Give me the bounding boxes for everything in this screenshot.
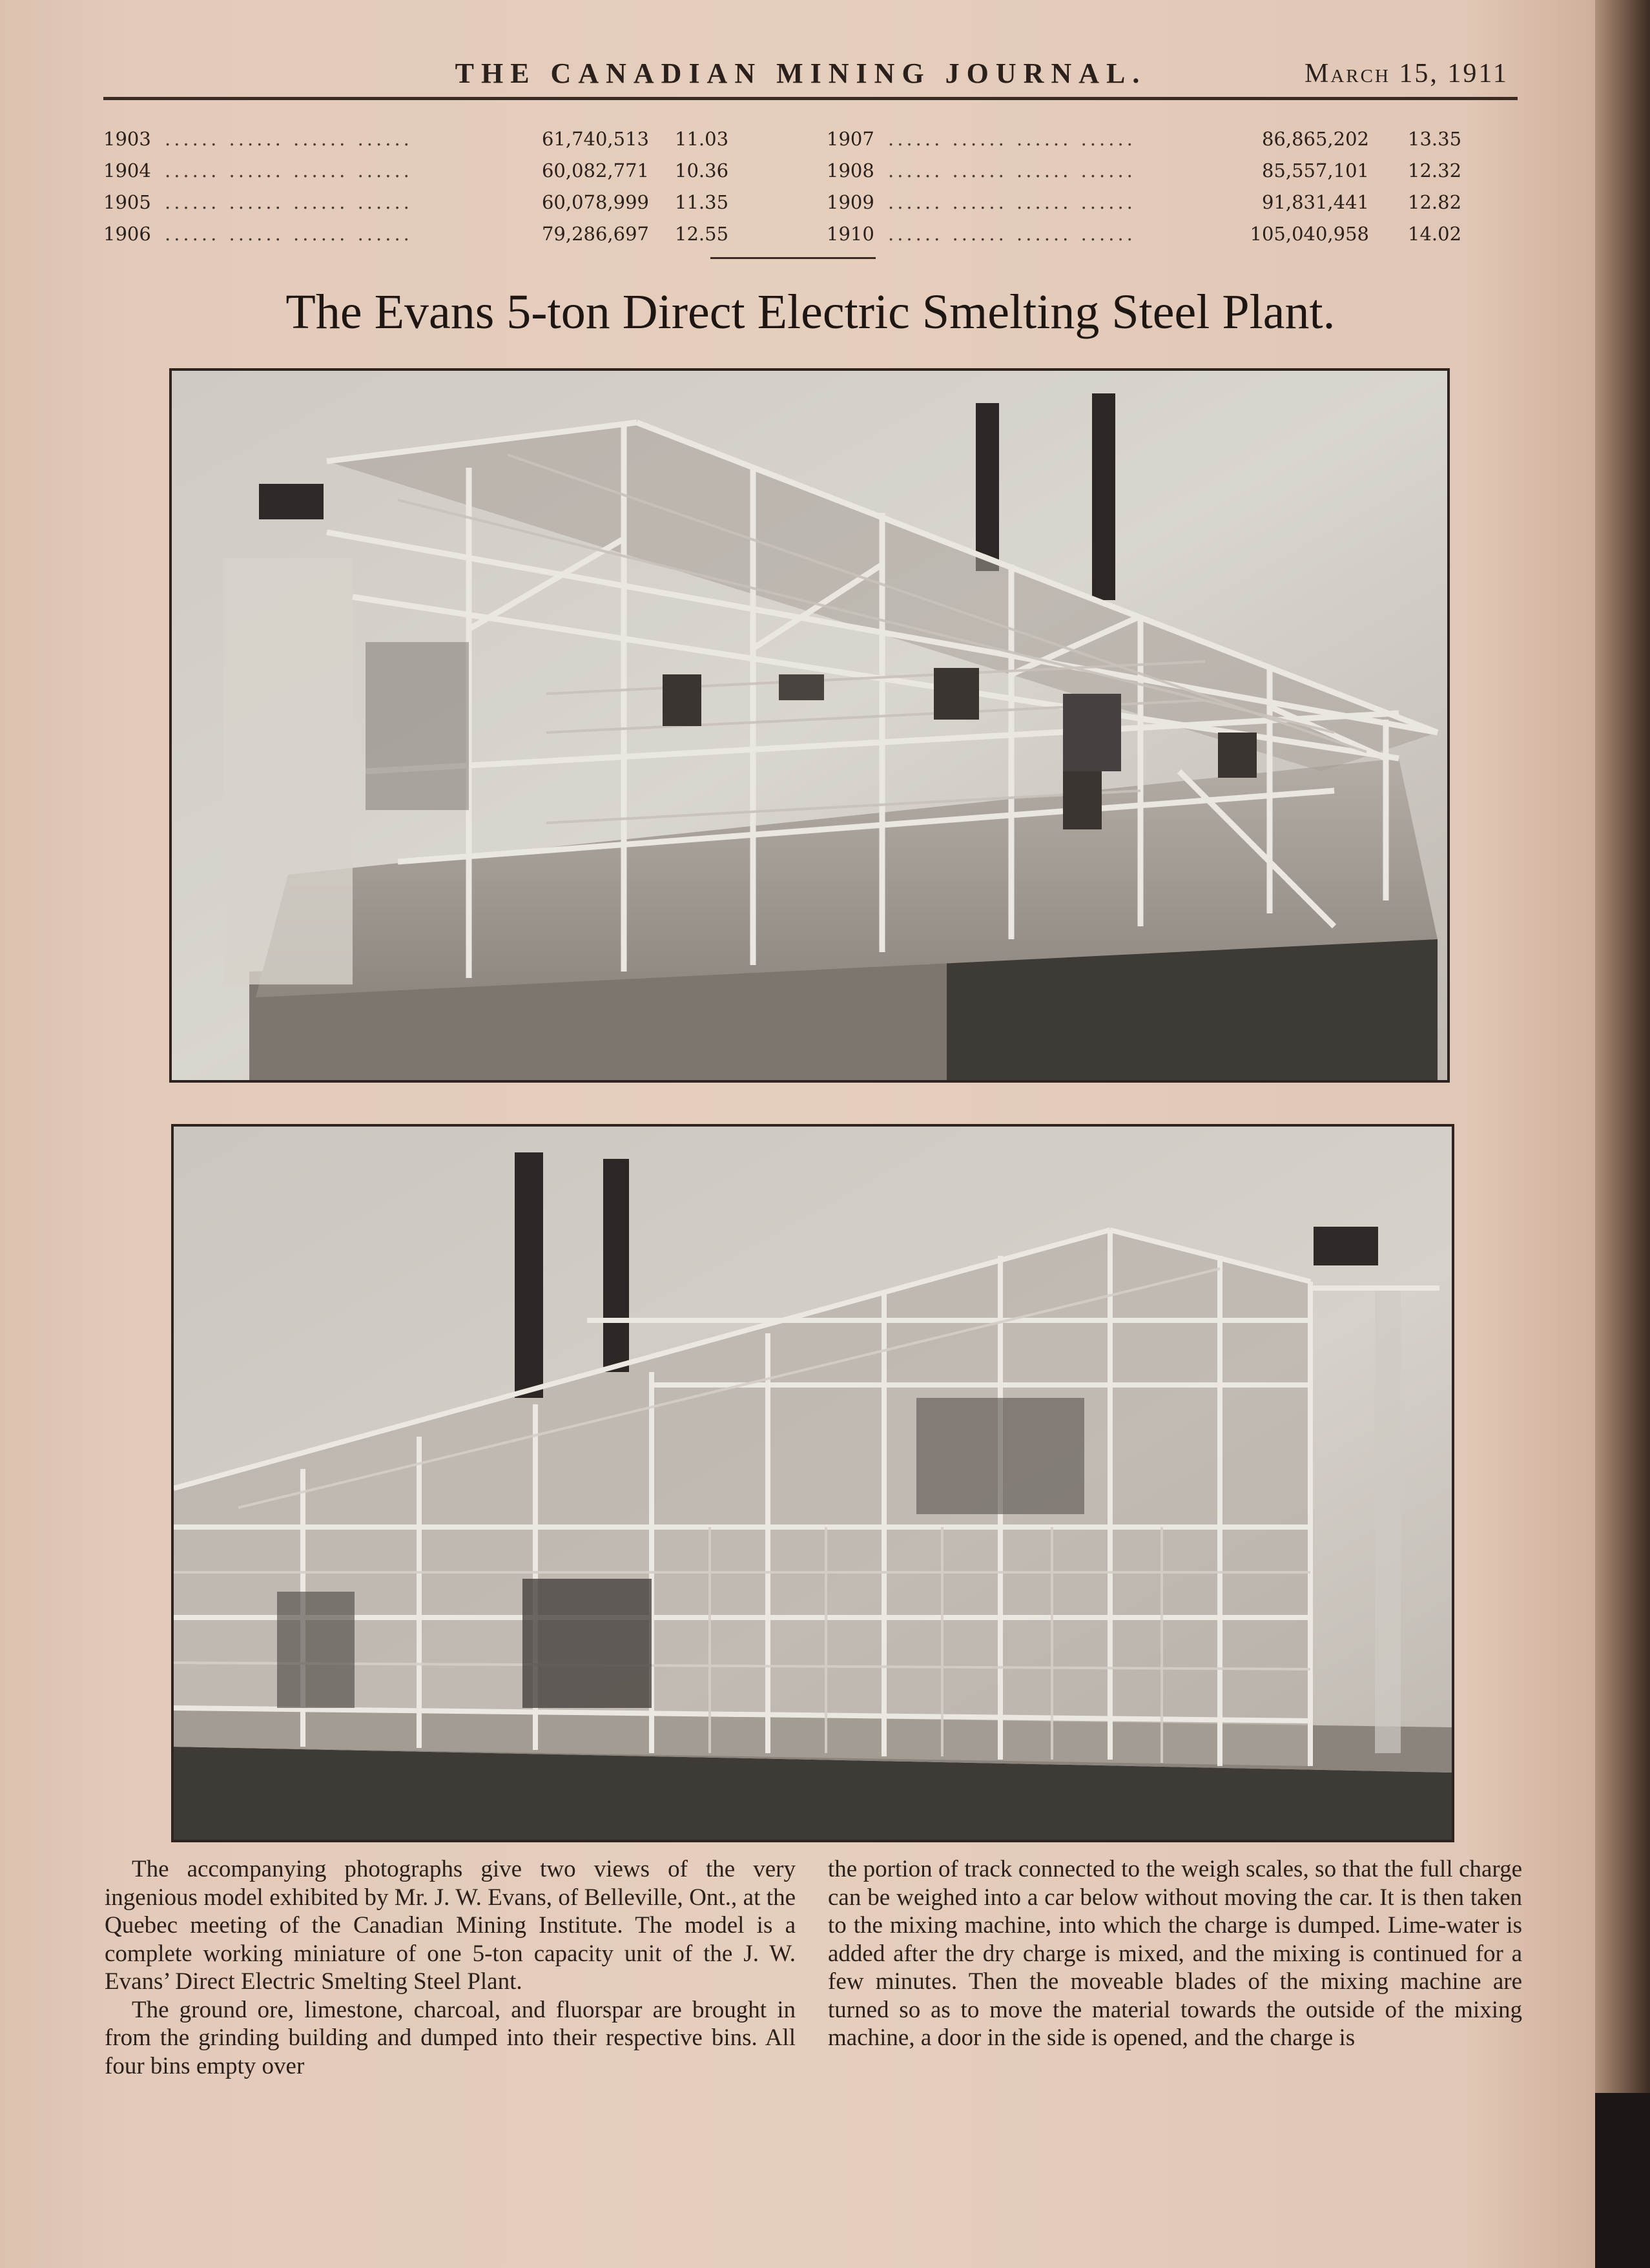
leader-dots: ...... ...... ...... ...... bbox=[165, 160, 413, 182]
year-cell: 1910 bbox=[827, 223, 874, 245]
value-cell: 105,040,958 bbox=[1250, 223, 1369, 245]
section-divider bbox=[710, 257, 876, 259]
paragraph: The accompanying photographs give two views of the very ingenious model exhibited by Mr. J. W. Evans, of Belleville, Ont., at the Quebec meeting of the Canadian Mining Institute. The model is a complete working miniature of one 5-ton capacity unit of the J. W. Evans’ Direct Electric Smelting Steel Plant. bbox=[105, 1856, 796, 1995]
value-cell: 86,865,202 bbox=[1261, 128, 1369, 150]
percent-cell: 12.82 bbox=[1408, 191, 1462, 213]
plant-model-photo-2 bbox=[171, 1124, 1454, 1842]
table-row bbox=[827, 160, 1485, 191]
table-row bbox=[103, 191, 775, 223]
table-row bbox=[827, 128, 1485, 160]
value-cell: 61,740,513 bbox=[541, 128, 649, 150]
binding-shadow bbox=[1595, 2093, 1650, 2268]
leader-dots: ...... ...... ...... ...... bbox=[888, 160, 1136, 182]
value-cell: 60,082,771 bbox=[541, 160, 649, 182]
plant-model-illustration bbox=[172, 371, 1447, 1080]
year-cell: 1909 bbox=[827, 191, 874, 213]
stats-table-left bbox=[103, 128, 775, 255]
percent-cell: 12.32 bbox=[1408, 160, 1462, 182]
leader-dots: ...... ...... ...... ...... bbox=[888, 191, 1136, 213]
table-row bbox=[827, 223, 1485, 255]
paragraph: the portion of track connected to the weigh scales, so that the full charge can be weighed into a car below without moving the car. It is then taken to the mixing machine, into which the charge is dumped. Lime-water is added after the dry charge is mixed, and the mixing is continued for a few minutes. Then the moveable blades of the mixing machine are turned so as to move the material towards the outside of the mixing machine, a door in the side is opened, and the charge is bbox=[828, 1856, 1522, 2051]
journal-title: THE CANADIAN MINING JOURNAL. bbox=[455, 57, 1147, 89]
stats-table-right bbox=[827, 128, 1485, 255]
value-cell: 91,831,441 bbox=[1261, 191, 1369, 213]
issue-date: March 15, 1911 bbox=[1305, 59, 1509, 88]
percent-cell: 12.55 bbox=[675, 223, 729, 245]
table-row bbox=[103, 223, 775, 255]
leader-dots: ...... ...... ...... ...... bbox=[888, 128, 1136, 150]
article-column-right bbox=[828, 1855, 1522, 2052]
article-title: The Evans 5-ton Direct Electric Smelting Steel Plant. bbox=[285, 285, 1335, 339]
value-cell: 60,078,999 bbox=[541, 191, 649, 213]
percent-cell: 11.35 bbox=[675, 191, 729, 213]
book-gutter bbox=[1595, 0, 1650, 2268]
paragraph: The ground ore, limestone, charcoal, and fluorspar are brought in from the grinding building and dumped into their respective bins. All four bins empty over bbox=[105, 1996, 796, 2079]
leader-dots: ...... ...... ...... ...... bbox=[888, 223, 1136, 245]
percent-cell: 11.03 bbox=[675, 128, 729, 150]
value-cell: 85,557,101 bbox=[1261, 160, 1369, 182]
plant-model-illustration bbox=[174, 1127, 1452, 1840]
leader-dots: ...... ...... ...... ...... bbox=[165, 223, 413, 245]
percent-cell: 13.35 bbox=[1408, 128, 1462, 150]
year-cell: 1903 bbox=[103, 128, 151, 150]
plant-model-photo-1 bbox=[169, 368, 1450, 1083]
year-cell: 1907 bbox=[827, 128, 874, 150]
table-row bbox=[827, 191, 1485, 223]
year-cell: 1906 bbox=[103, 223, 151, 245]
percent-cell: 10.36 bbox=[675, 160, 729, 182]
header-rule bbox=[103, 97, 1518, 100]
leader-dots: ...... ...... ...... ...... bbox=[165, 128, 413, 150]
article-column-left bbox=[105, 1855, 796, 2080]
leader-dots: ...... ...... ...... ...... bbox=[165, 191, 413, 213]
year-cell: 1905 bbox=[103, 191, 151, 213]
year-cell: 1908 bbox=[827, 160, 874, 182]
table-row bbox=[103, 128, 775, 160]
table-row bbox=[103, 160, 775, 191]
year-cell: 1904 bbox=[103, 160, 151, 182]
value-cell: 79,286,697 bbox=[541, 223, 649, 245]
percent-cell: 14.02 bbox=[1408, 223, 1462, 245]
